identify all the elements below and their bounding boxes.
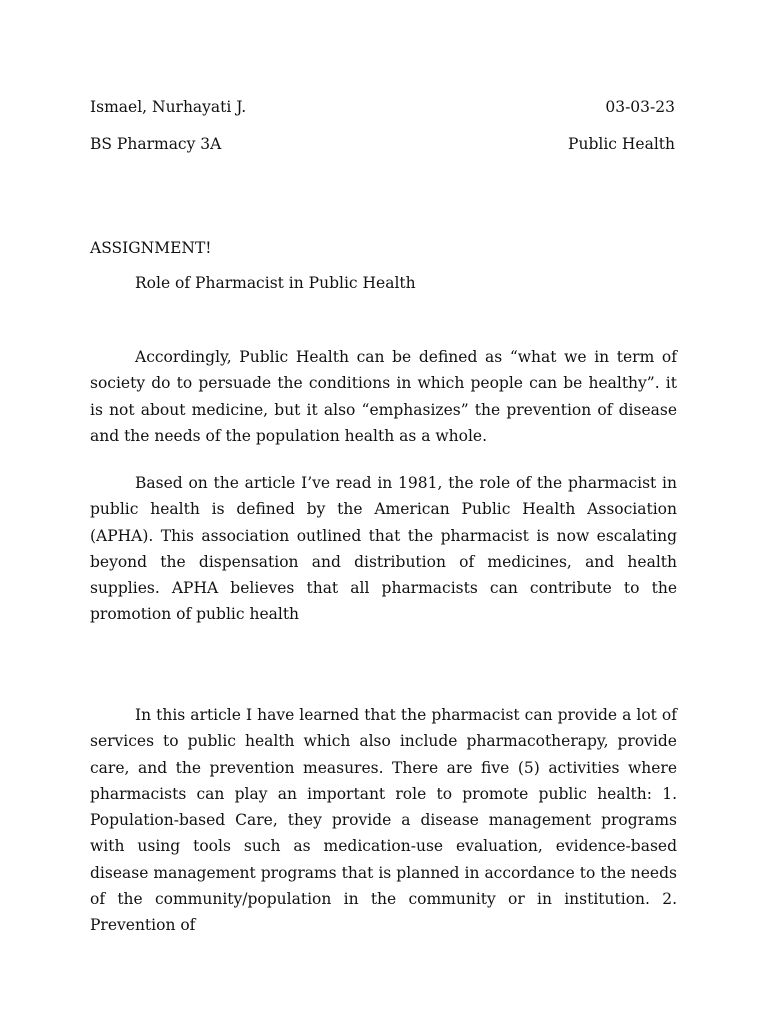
document-title: Role of Pharmacist in Public Health — [135, 274, 416, 292]
student-name: Ismael, Nurhayati J. — [90, 98, 247, 116]
course-section: BS Pharmacy 3A — [90, 135, 222, 153]
subject: Public Health — [568, 135, 675, 153]
paragraph-1: Accordingly, Public Health can be defined as “what we in term of society do to persuade the conditions in which people can be healthy”. it is not about medicine, but it also “emphasizes” the prevention of disease and the needs of the population health as a whole. — [90, 348, 677, 445]
assignment-label: ASSIGNMENT! — [90, 239, 212, 257]
header-row-1 — [90, 97, 675, 117]
paragraph-3: In this article I have learned that the pharmacist can provide a lot of services to public health which also include pharmacotherapy, provide care, and the prevention measures. There are five (5) activities where pharmacists can play an important role to promote public health: 1. Population-based Care, they provide a disease management programs with using tools such as medication-use evaluation, evidence-based disease management programs that is planned in accordance to the needs of the community/population in the community or in institution. 2. Prevention of — [90, 706, 677, 935]
header-row-2 — [90, 134, 675, 154]
date: 03-03-23 — [605, 98, 675, 116]
paragraph-2: Based on the article I’ve read in 1981, the role of the pharmacist in public health is defined by the American Public Health Association (APHA). This association outlined that the pharmacist is now escalating beyond the dispensation and distribution of medicines, and health supplies. APHA believes that all pharmacists can contribute to the promotion of public health — [90, 474, 677, 624]
